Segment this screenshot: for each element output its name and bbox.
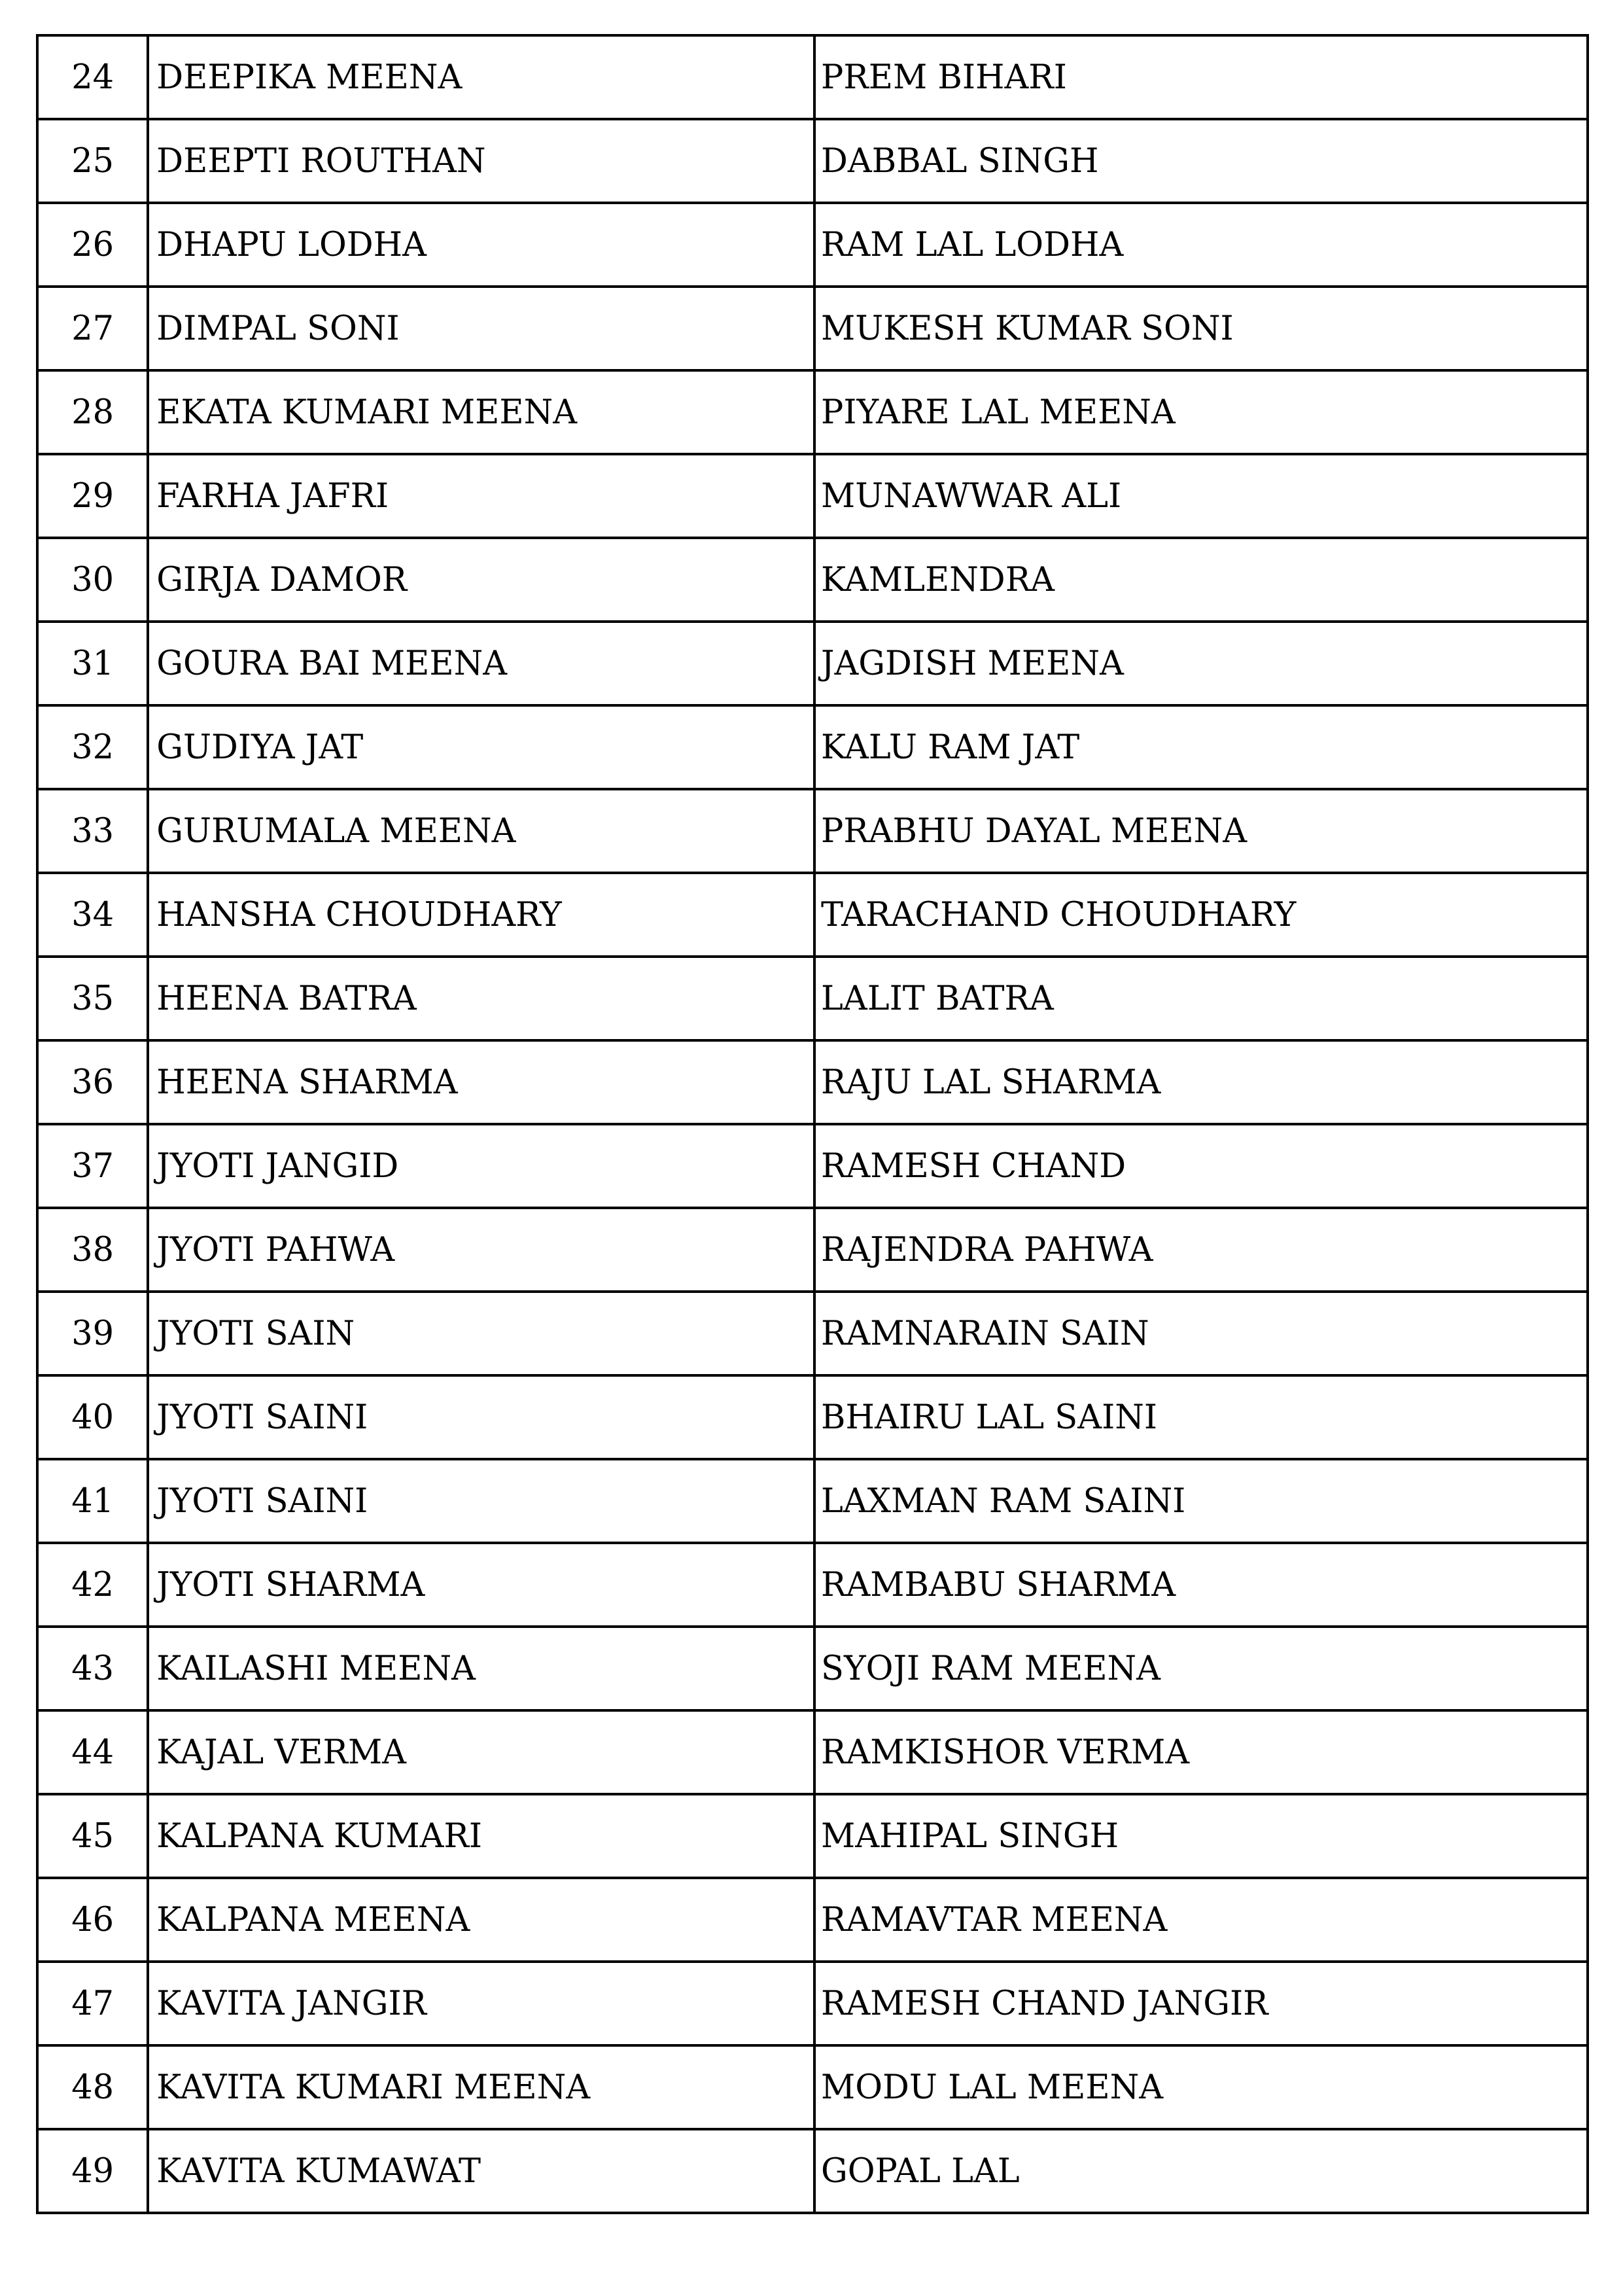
table-row [37,957,1588,1040]
serial-number-cell: 34 [37,873,148,957]
father-name-cell: PREM BIHARI [814,35,1588,119]
father-name-cell: PRABHU DAYAL MEENA [814,789,1588,873]
name-cell: JYOTI SAIN [148,1292,814,1375]
table-row [37,1710,1588,1794]
serial-number-cell: 26 [37,203,148,287]
father-name-cell: DABBAL SINGH [814,119,1588,203]
serial-number-cell: 48 [37,2045,148,2129]
father-name-cell: GOPAL LAL [814,2129,1588,2213]
serial-number-cell: 33 [37,789,148,873]
table-row [37,454,1588,538]
name-cell: KAVITA KUMARI MEENA [148,2045,814,2129]
father-name-cell: LALIT BATRA [814,957,1588,1040]
name-cell: JYOTI PAHWA [148,1208,814,1292]
serial-number-cell: 28 [37,370,148,454]
name-cell: KALPANA MEENA [148,1878,814,1962]
table-row [37,287,1588,370]
table-row [37,789,1588,873]
name-cell: DEEPIKA MEENA [148,35,814,119]
name-cell: JYOTI SAINI [148,1375,814,1459]
serial-number-cell: 47 [37,1962,148,2045]
table-row [37,119,1588,203]
father-name-cell: SYOJI RAM MEENA [814,1627,1588,1710]
father-name-cell: RAJENDRA PAHWA [814,1208,1588,1292]
serial-number-cell: 29 [37,454,148,538]
name-cell: DIMPAL SONI [148,287,814,370]
serial-number-cell: 40 [37,1375,148,1459]
name-cell: JYOTI SAINI [148,1459,814,1543]
serial-number-cell: 49 [37,2129,148,2213]
father-name-cell: RAMNARAIN SAIN [814,1292,1588,1375]
father-name-cell: RAMKISHOR VERMA [814,1710,1588,1794]
father-name-cell: MAHIPAL SINGH [814,1794,1588,1878]
name-cell: GUDIYA JAT [148,705,814,789]
table-row [37,1208,1588,1292]
father-name-cell: KAMLENDRA [814,538,1588,622]
name-cell: KAVITA KUMAWAT [148,2129,814,2213]
table-row [37,2129,1588,2213]
serial-number-cell: 25 [37,119,148,203]
name-cell: GIRJA DAMOR [148,538,814,622]
serial-number-cell: 24 [37,35,148,119]
name-cell: JYOTI JANGID [148,1124,814,1208]
table-row [37,1459,1588,1543]
serial-number-cell: 35 [37,957,148,1040]
father-name-cell: TARACHAND CHOUDHARY [814,873,1588,957]
father-name-cell: RAJU LAL SHARMA [814,1040,1588,1124]
table-row [37,1124,1588,1208]
name-cell: JYOTI SHARMA [148,1543,814,1627]
serial-number-cell: 43 [37,1627,148,1710]
table-body [37,35,1588,2213]
student-list-table [36,34,1589,2214]
table-row [37,873,1588,957]
table-row [37,1627,1588,1710]
table-row [37,1794,1588,1878]
table-row [37,622,1588,705]
father-name-cell: RAMESH CHAND JANGIR [814,1962,1588,2045]
table-row [37,1292,1588,1375]
father-name-cell: JAGDISH MEENA [814,622,1588,705]
serial-number-cell: 27 [37,287,148,370]
father-name-cell: MUNAWWAR ALI [814,454,1588,538]
name-cell: KALPANA KUMARI [148,1794,814,1878]
name-cell: KAVITA JANGIR [148,1962,814,2045]
name-cell: EKATA KUMARI MEENA [148,370,814,454]
father-name-cell: RAMAVTAR MEENA [814,1878,1588,1962]
name-cell: KAILASHI MEENA [148,1627,814,1710]
father-name-cell: BHAIRU LAL SAINI [814,1375,1588,1459]
serial-number-cell: 39 [37,1292,148,1375]
name-cell: GURUMALA MEENA [148,789,814,873]
table-row [37,1375,1588,1459]
serial-number-cell: 36 [37,1040,148,1124]
serial-number-cell: 30 [37,538,148,622]
name-cell: GOURA BAI MEENA [148,622,814,705]
father-name-cell: LAXMAN RAM SAINI [814,1459,1588,1543]
name-cell: KAJAL VERMA [148,1710,814,1794]
table-row [37,538,1588,622]
table-row [37,1040,1588,1124]
serial-number-cell: 41 [37,1459,148,1543]
serial-number-cell: 45 [37,1794,148,1878]
father-name-cell: RAMBABU SHARMA [814,1543,1588,1627]
name-cell: FARHA JAFRI [148,454,814,538]
name-cell: DEEPTI ROUTHAN [148,119,814,203]
table-row [37,2045,1588,2129]
serial-number-cell: 37 [37,1124,148,1208]
father-name-cell: PIYARE LAL MEENA [814,370,1588,454]
name-cell: HEENA BATRA [148,957,814,1040]
serial-number-cell: 42 [37,1543,148,1627]
table-row [37,1962,1588,2045]
name-cell: HEENA SHARMA [148,1040,814,1124]
father-name-cell: KALU RAM JAT [814,705,1588,789]
father-name-cell: MUKESH KUMAR SONI [814,287,1588,370]
serial-number-cell: 46 [37,1878,148,1962]
serial-number-cell: 44 [37,1710,148,1794]
table-row [37,1543,1588,1627]
father-name-cell: RAM LAL LODHA [814,203,1588,287]
table-row [37,203,1588,287]
serial-number-cell: 32 [37,705,148,789]
table-row [37,370,1588,454]
father-name-cell: MODU LAL MEENA [814,2045,1588,2129]
name-cell: DHAPU LODHA [148,203,814,287]
table-row [37,1878,1588,1962]
table-row [37,705,1588,789]
name-cell: HANSHA CHOUDHARY [148,873,814,957]
serial-number-cell: 31 [37,622,148,705]
serial-number-cell: 38 [37,1208,148,1292]
table-row [37,35,1588,119]
father-name-cell: RAMESH CHAND [814,1124,1588,1208]
